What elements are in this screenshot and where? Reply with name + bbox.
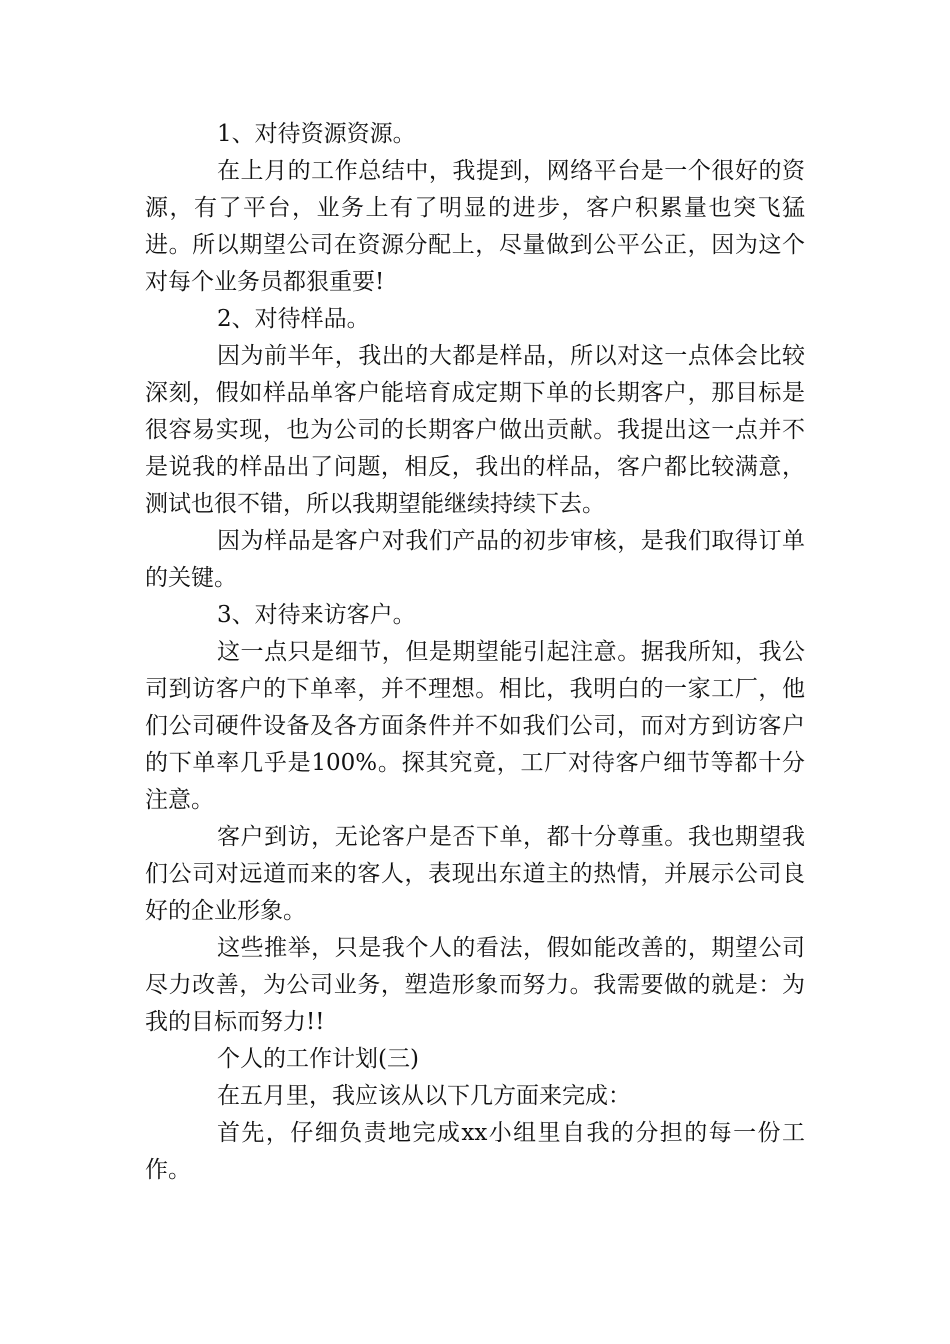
paragraph-visitors: 这一点只是细节，但是期望能引起注意。据我所知，我公司到访客户的下单率，并不理想。相比，我明白的一家工厂，他们公司硬件设备及各方面条件并不如我们公司，而对方到访客户的下单率几乎是100%。探其究竟，工厂对待客户细节等都十分注意。	[145, 639, 805, 813]
paragraph-may-intro: 在五月里，我应该从以下几方面来完成：	[217, 1083, 631, 1109]
paragraph-suggestions: 这些推举，只是我个人的看法，假如能改善的，期望公司尽力改善，为公司业务，塑造形象而努力。我需要做的就是：为我的目标而努力!!	[145, 935, 805, 1035]
section-heading-plan: 个人的工作计划(三)	[217, 1046, 419, 1072]
list-heading-visitors: 3、对待来访客户。	[217, 602, 416, 628]
paragraph-first-task: 首先，仔细负责地完成xx小组里自我的分担的每一份工作。	[145, 1120, 805, 1183]
paragraph-samples-key: 因为样品是客户对我们产品的初步审核，是我们取得订单的关键。	[145, 528, 805, 591]
paragraph-resources: 在上月的工作总结中，我提到，网络平台是一个很好的资源，有了平台，业务上有了明显的进步，客户积累量也突飞猛进。所以期望公司在资源分配上，尽量做到公平公正，因为这个对每个业务员都狠重要!	[145, 158, 805, 295]
document-body	[145, 116, 805, 1189]
list-heading-samples: 2、对待样品。	[217, 306, 370, 332]
paragraph-visitors-respect: 客户到访，无论客户是否下单，都十分尊重。我也期望我们公司对远道而来的客人，表现出东道主的热情，并展示公司良好的企业形象。	[145, 824, 805, 924]
list-heading-resources: 1、对待资源资源。	[217, 121, 416, 147]
paragraph-samples: 因为前半年，我出的大都是样品，所以对这一点体会比较深刻，假如样品单客户能培育成定期下单的长期客户，那目标是很容易实现，也为公司的长期客户做出贡献。我提出这一点并不是说我的样品出了问题，相反，我出的样品，客户都比较满意，测试也很不错，所以我期望能继续持续下去。	[145, 343, 805, 517]
